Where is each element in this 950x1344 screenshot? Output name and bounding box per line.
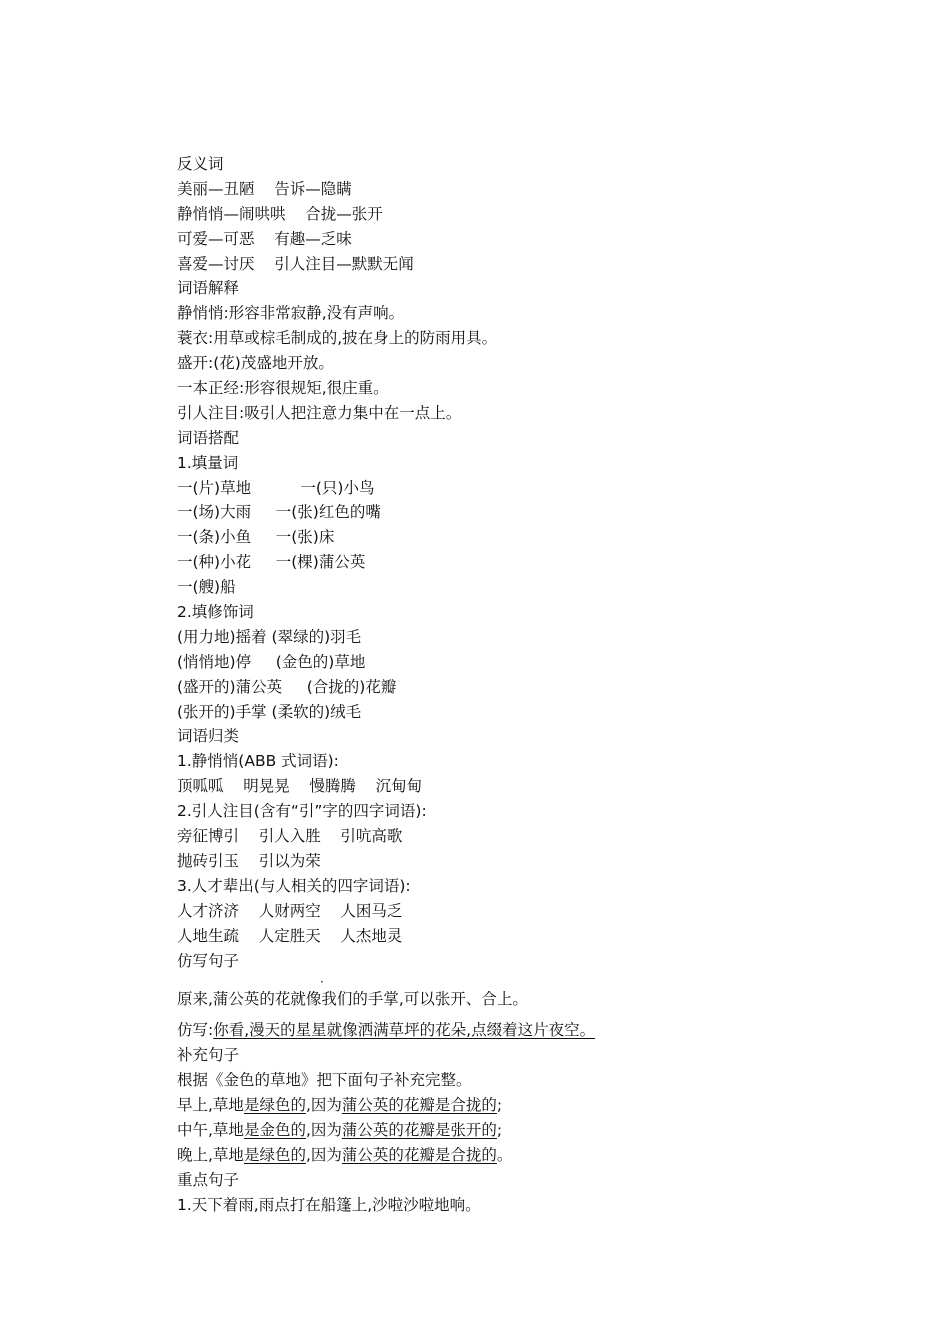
completion-row — [177, 1093, 877, 1118]
completion-text: ,因为 — [305, 1095, 342, 1114]
completion-text: ,因为 — [305, 1120, 342, 1139]
completion-row — [177, 1143, 877, 1168]
completion-text: ; — [496, 1095, 503, 1114]
completion-answer: 是绿色的 — [243, 1145, 306, 1164]
section-heading-key-sentences: 重点句子 — [177, 1170, 240, 1189]
antonym-line: 可爱—可恶 有趣—乏味 — [177, 229, 352, 248]
subheading-yin-words: 2.引人注目(含有“引”字的四字词语): — [177, 802, 427, 821]
modifier-line: (张开的)手掌 (柔软的)绒毛 — [177, 702, 362, 721]
subheading-abb-words: 1.静悄悄(ABB 式词语): — [177, 752, 339, 771]
completion-text: ; — [496, 1120, 503, 1139]
modifier-line: (用力地)摇着 (翠绿的)羽毛 — [177, 627, 362, 646]
document-body — [177, 152, 877, 1217]
word-group-line: 抛砖引玉 引以为荣 — [177, 851, 321, 870]
explanation-line: 盛开:(花)茂盛地开放。 — [177, 354, 334, 373]
completion-text: ,因为 — [305, 1145, 342, 1164]
subheading-measure-words: 1.填量词 — [177, 453, 239, 472]
explanation-line: 引人注目:吸引人把注意力集中在一点上。 — [177, 403, 462, 422]
antonym-line: 美丽—丑陋 告诉—隐瞒 — [177, 179, 352, 198]
key-sentence-line: 1.天下着雨,雨点打在船篷上,沙啦沙啦地响。 — [177, 1195, 481, 1214]
section-heading-completion: 补充句子 — [177, 1046, 240, 1065]
section-heading-antonyms: 反义词 — [177, 155, 224, 173]
completion-answer: 蒲公英的花瓣是张开的 — [341, 1120, 497, 1139]
explanation-line: 静悄悄:形容非常寂静,没有声响。 — [177, 304, 405, 323]
subheading-ren-words: 3.人才辈出(与人相关的四字词语): — [177, 876, 411, 895]
imitation-answer-line — [177, 1018, 877, 1043]
imitation-answer: 你看,漫天的星星就像洒满草坪的花朵,点缀着这片夜空。 — [213, 1021, 596, 1040]
explanation-line: 一本正经:形容很规矩,很庄重。 — [177, 379, 389, 398]
section-heading-explanations: 词语解释 — [177, 279, 240, 298]
measure-word-line: 一(条)小鱼 一(张)床 — [177, 528, 335, 547]
imitation-prefix: 仿写: — [177, 1021, 214, 1040]
completion-text: 中午,草地 — [177, 1120, 244, 1139]
completion-answer: 是绿色的 — [243, 1095, 306, 1114]
completion-text: 早上,草地 — [177, 1095, 244, 1114]
completion-answer: 蒲公英的花瓣是合拢的 — [341, 1145, 497, 1164]
completion-text: 。 — [496, 1145, 513, 1164]
word-group-line: 人地生疏 人定胜天 人杰地灵 — [177, 926, 403, 945]
section-heading-collocations: 词语搭配 — [177, 428, 240, 447]
completion-row — [177, 1118, 877, 1143]
completion-text: 晚上,草地 — [177, 1145, 244, 1164]
completion-answer: 是金色的 — [243, 1120, 306, 1139]
emphasis-dot-glyph: · — [320, 975, 324, 990]
word-group-line: 顶呱呱 明晃晃 慢腾腾 沉甸甸 — [177, 777, 423, 796]
antonym-line: 静悄悄—闹哄哄 合拢—张开 — [177, 204, 383, 223]
completion-answer: 蒲公英的花瓣是合拢的 — [341, 1095, 497, 1114]
model-sentence: 原来,蒲公英的花就像我们的手掌,可以张开、合上。 — [177, 990, 528, 1009]
modifier-line: (悄悄地)停 (金色的)草地 — [177, 652, 366, 671]
measure-word-line: 一(艘)船 — [177, 578, 236, 597]
measure-word-line: 一(片)草地 一(只)小鸟 — [177, 478, 375, 497]
measure-word-line: 一(场)大雨 一(张)红色的嘴 — [177, 503, 381, 522]
section-heading-classification: 词语归类 — [177, 727, 240, 746]
subheading-modifiers: 2.填修饰词 — [177, 603, 254, 622]
explanation-line: 蓑衣:用草或棕毛制成的,披在身上的防雨用具。 — [177, 329, 498, 348]
measure-word-line: 一(种)小花 一(棵)蒲公英 — [177, 553, 366, 572]
word-group-line: 旁征博引 引人入胜 引吭高歌 — [177, 827, 403, 846]
emphasis-dot — [177, 973, 877, 990]
section-heading-imitation: 仿写句子 — [177, 951, 240, 970]
modifier-line: (盛开的)蒲公英 (合拢的)花瓣 — [177, 677, 397, 696]
word-group-line: 人才济济 人财两空 人困马乏 — [177, 901, 403, 920]
completion-instruction: 根据《金色的草地》把下面句子补充完整。 — [177, 1071, 472, 1090]
antonym-line: 喜爱—讨厌 引人注目—默默无闻 — [177, 254, 414, 273]
